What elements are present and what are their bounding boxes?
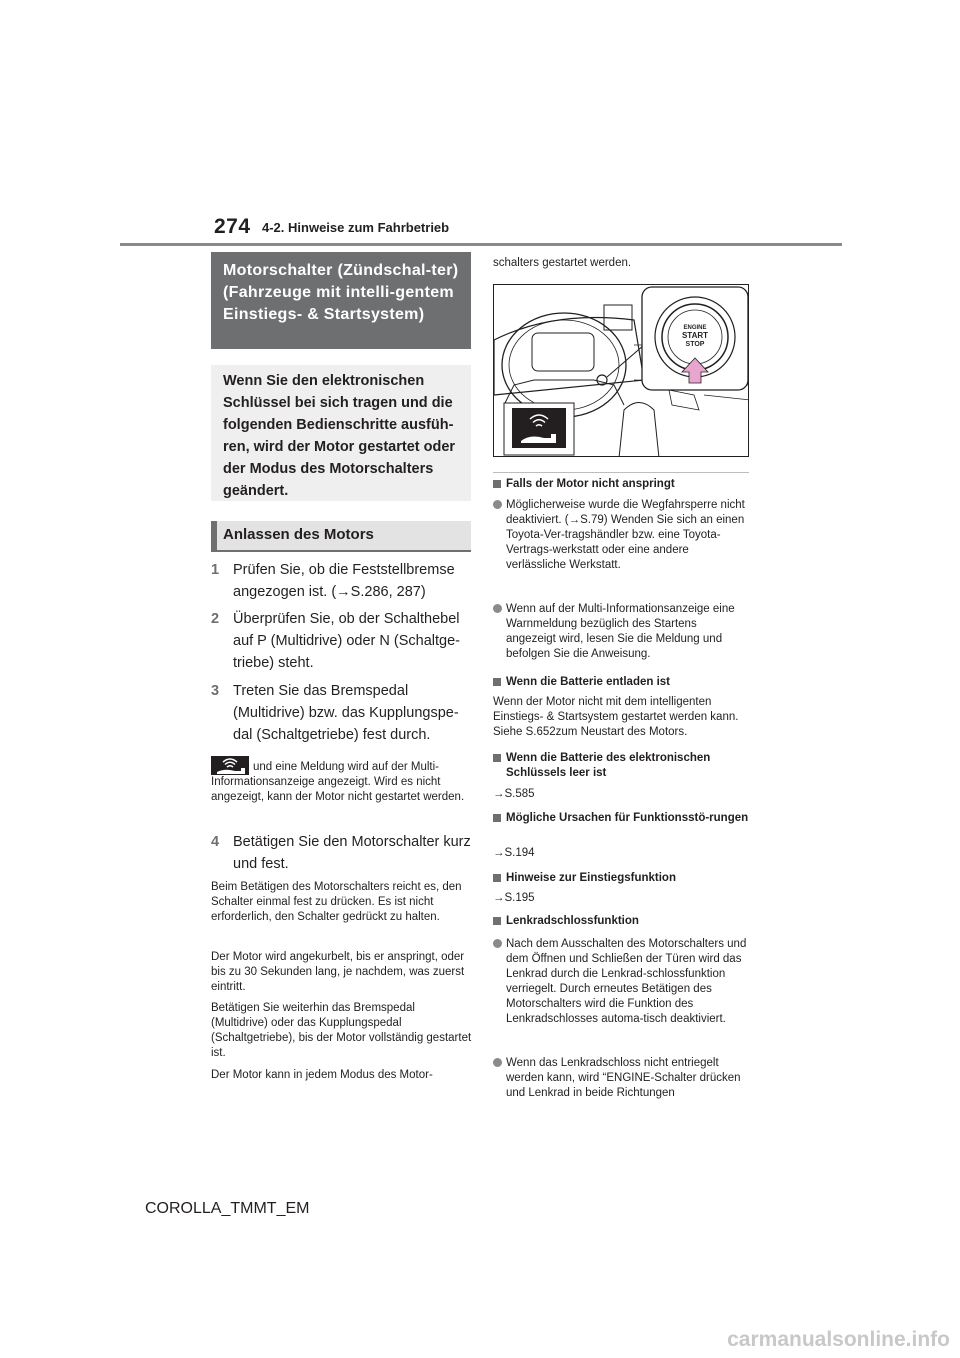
bullet-warning-message: Wenn auf der Multi-Informationsanzeige eine Warnmeldung bezüglich des Startens angezeigt wird, lesen Sie die Meldung und befolgen Sie die Anweisung. [493,602,749,662]
ref-key-battery: →S.585 [493,788,535,800]
step4-paragraph: Beim Betätigen des Motorschalters reicht es, den Schalter einmal fest zu drücken. Es ist nicht erforderlich, den Schalter gedrückt zu halten. [211,881,462,923]
heading-steering-lock: Lenkradschlossfunktion [493,914,749,929]
header-rule [120,243,842,246]
heading-entry-function: Hinweise zur Einstiegsfunktion [493,871,749,886]
page-number: 274 [214,215,251,238]
section-title: 4-2. Hinweise zum Fahrbetrieb [262,220,450,235]
text-battery-discharged: Wenn der Motor nicht mit dem intelligenten Einstiegs- & Startsystem gestartet werden kann. Siehe S.652zum Neustart des Motors. [493,696,739,738]
step-4 [211,831,473,875]
step-number: 1 [211,562,220,578]
chapter-title-box [211,252,471,349]
button-label-3: STOP [685,341,705,348]
step3-note [211,756,473,805]
step-3 [211,680,473,746]
ref-entry-function: →S.195 [493,892,535,904]
bullet-steering-lock: Nach dem Ausschalten des Motorschalters und dem Öffnen und Schließen der Türen wird das Lenkrad durch die Lenkrad-schlossfunktion verriegelt. Durch erneutes Betätigen des Motorschalters wird die Funktion des Lenkradschlosses automa-tisch deaktiviert. [493,937,749,1027]
heading-malfunction-causes: Mögliche Ursachen für Funktionsstö-rungen [493,811,749,826]
step-text: Überprüfen Sie, ob der Schalthebel auf P (Multidrive) oder N (Schaltge-triebe) steht. [233,611,460,671]
step-1 [211,559,473,603]
subheading: Anlassen des Motors [223,526,374,543]
heading-key-battery: Wenn die Batterie des elektronischen Schlüssels leer ist [493,751,749,781]
footer-model-code: COROLLA_TMMT_EM [145,1200,310,1217]
bullet-steering-lock-release: Wenn das Lenkradschloss nicht entriegelt werden kann, wird “ENGINE-Schalter drücken und Lenkrad in beide Richtungen [493,1056,749,1101]
step3-note-text: und eine Meldung wird auf der Multi-Informationsanzeige angezeigt. Wird es nicht angezeigt, kann der Motor nicht gestartet werden. [211,761,465,803]
continued-text: schalters gestartet werden. [493,257,632,269]
step4-paragraph: Der Motor wird angekurbelt, bis er anspringt, oder bis zu 30 Sekunden lang, je nachdem, was zuerst eintritt. [211,951,465,993]
heading-battery-discharged: Wenn die Batterie entladen ist [493,675,749,690]
step-number: 4 [211,834,220,850]
step4-paragraph: Betätigen Sie weiterhin das Bremspedal (Multidrive) oder das Kupplungspedal (Schaltgetriebe), bis der Motor vollständig gestartet ist. [211,1002,472,1059]
button-label-2: START [681,331,709,340]
heading-motor-not-starting: Falls der Motor nicht anspringt [493,477,749,492]
step-text: Prüfen Sie, ob die Feststellbremse angezogen ist. (→S.286, 287) [233,562,455,600]
watermark: carmanualsonline.info [727,1328,950,1351]
step-number: 3 [211,683,220,699]
step-text: Treten Sie das Bremspedal (Multidrive) bzw. das Kupplungspe-dal (Schaltgetriebe) fest durch. [233,683,459,743]
intro-box [211,365,471,501]
step-text: Betätigen Sie den Motorschalter kurz und fest. [233,834,471,872]
step-2 [211,608,473,674]
ref-malfunction-causes: →S.194 [493,847,535,859]
dashboard-illustration [493,284,749,457]
divider [493,472,749,473]
key-indicator-icon [211,756,249,775]
subheading-box [211,521,471,552]
step-number: 2 [211,611,220,627]
step4-paragraph: Der Motor kann in jedem Modus des Motor- [211,1069,433,1081]
intro-text: Wenn Sie den elektronischen Schlüssel bei sich tragen und die folgenden Bedienschritte ausfüh-ren, wird der Motor gestartet oder der Modus des Motorschalters geändert. [223,373,456,499]
button-label-1: ENGINE [683,325,707,331]
bullet-immobilizer: Möglicherweise wurde die Wegfahrsperre nicht deaktiviert. (→S.79) Wenden Sie sich an einen Toyota-Ver-tragshändler bzw. eine Toyota-Vertrags-werkstatt oder eine andere verlässliche Werkstatt. [493,498,749,573]
dashboard-drawing [494,285,749,457]
chapter-title: Motorschalter (Zündschal-ter) (Fahrzeuge mit intelli-gentem Einstiegs- & Startsystem) [223,262,459,323]
